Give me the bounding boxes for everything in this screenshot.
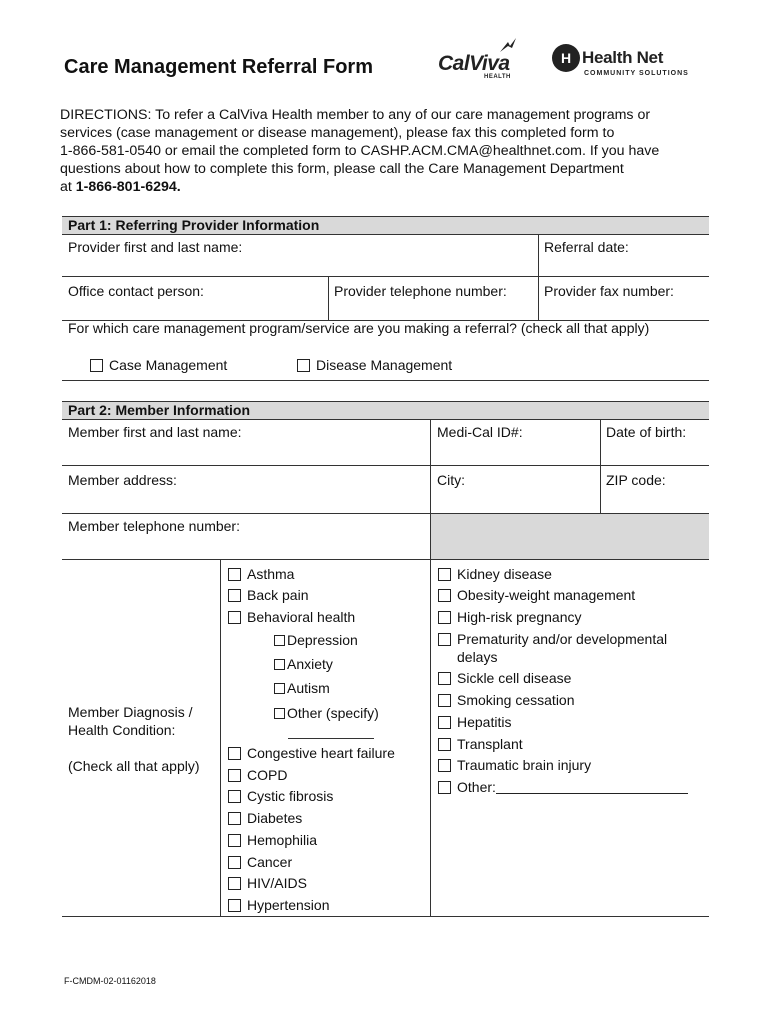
- calviva-logo-name: CalViva: [438, 52, 510, 75]
- condition-label: Smoking cessation: [457, 692, 575, 708]
- divider: [62, 916, 709, 917]
- directions-line: 1-866-581-0540 or email the completed form to CASHP.ACM.CMA@healthnet.com. If you have: [60, 143, 660, 159]
- directions-line: DIRECTIONS: To refer a CalViva Health member to any of our care management programs or: [60, 107, 651, 123]
- part2-heading: Part 2: Member Information: [62, 401, 709, 419]
- checkbox[interactable]: [90, 359, 103, 372]
- divider: [62, 401, 709, 402]
- condition-label: Prematurity and/or developmental: [457, 631, 668, 647]
- condition-obesity[interactable]: [438, 587, 635, 603]
- condition-label: COPD: [247, 767, 288, 783]
- healthnet-logo-name: Health Net: [582, 48, 664, 67]
- condition-autism[interactable]: [274, 680, 330, 696]
- other-blank[interactable]: [496, 793, 688, 794]
- divider: [62, 276, 709, 277]
- checkbox[interactable]: [228, 589, 241, 602]
- condition-diabetes[interactable]: [228, 810, 302, 826]
- condition-behavioral-health[interactable]: [228, 609, 355, 625]
- divider: [62, 234, 709, 235]
- calviva-logo: [432, 46, 524, 80]
- provider-phone-label: Provider telephone number:: [334, 283, 507, 299]
- checkbox[interactable]: [438, 589, 451, 602]
- divider: [62, 419, 709, 420]
- checkbox[interactable]: [274, 635, 285, 646]
- condition-label: Autism: [287, 680, 330, 696]
- divider: [62, 559, 709, 560]
- checkbox[interactable]: [297, 359, 310, 372]
- checkbox[interactable]: [228, 834, 241, 847]
- checkbox[interactable]: [438, 781, 451, 794]
- condition-back-pain[interactable]: [228, 587, 308, 603]
- directions-text: [60, 106, 710, 196]
- checkbox[interactable]: [438, 633, 451, 646]
- condition-prematurity-cont: delays: [457, 649, 498, 665]
- divider: [62, 465, 709, 466]
- directions-prefix: at: [60, 179, 76, 195]
- diagnosis-hint: (Check all that apply): [68, 758, 200, 774]
- dob-label: Date of birth:: [606, 424, 687, 440]
- condition-sickle-cell[interactable]: [438, 670, 571, 686]
- referral-date-label: Referral date:: [544, 239, 629, 255]
- condition-label: Back pain: [247, 587, 309, 603]
- city-label: City:: [437, 472, 465, 488]
- checkbox[interactable]: [228, 769, 241, 782]
- specify-blank[interactable]: [288, 738, 374, 739]
- condition-asthma[interactable]: [228, 566, 294, 582]
- condition-label: Diabetes: [247, 810, 303, 826]
- condition-label: Depression: [287, 632, 358, 648]
- condition-label: Traumatic brain injury: [457, 757, 592, 773]
- checkbox[interactable]: [274, 683, 285, 694]
- divider: [430, 419, 431, 513]
- condition-label: Other:: [457, 779, 496, 795]
- option-label: Case Management: [109, 357, 228, 373]
- divider: [430, 513, 431, 559]
- condition-copd[interactable]: [228, 767, 287, 783]
- directions-line: [60, 178, 710, 196]
- shaded-cell: [430, 514, 709, 559]
- checkbox[interactable]: [228, 790, 241, 803]
- condition-label: High-risk pregnancy: [457, 609, 582, 625]
- checkbox[interactable]: [228, 747, 241, 760]
- checkbox[interactable]: [228, 899, 241, 912]
- checkbox[interactable]: [228, 611, 241, 624]
- condition-label: Hypertension: [247, 897, 330, 913]
- condition-tbi[interactable]: [438, 757, 591, 773]
- condition-label: Kidney disease: [457, 566, 552, 582]
- checkbox[interactable]: [228, 856, 241, 869]
- condition-label: Other (specify): [287, 705, 379, 721]
- diagnosis-label: Health Condition:: [68, 722, 176, 738]
- program-question: For which care management program/service are you making a referral? (check all that apply): [68, 320, 650, 336]
- checkbox[interactable]: [228, 568, 241, 581]
- diagnosis-label: Member Diagnosis /: [68, 704, 193, 720]
- checkbox[interactable]: [228, 877, 241, 890]
- option-disease-management[interactable]: [297, 357, 452, 373]
- page-title: Care Management Referral Form: [64, 56, 373, 78]
- condition-anxiety[interactable]: [274, 656, 333, 672]
- directions-phone: 1-866-801-6294.: [75, 179, 181, 195]
- condition-cancer[interactable]: [228, 854, 292, 870]
- divider: [538, 234, 539, 320]
- condition-label: Hemophilia: [247, 832, 318, 848]
- checkbox[interactable]: [438, 738, 451, 751]
- directions-line: services (case management or disease management), please fax this completed form to: [60, 125, 615, 141]
- provider-name-label: Provider first and last name:: [68, 239, 243, 255]
- checkbox[interactable]: [274, 708, 285, 719]
- divider: [62, 216, 709, 217]
- option-label: Disease Management: [316, 357, 453, 373]
- condition-label: Cancer: [247, 854, 293, 870]
- checkbox[interactable]: [274, 659, 285, 670]
- condition-label: Sickle cell disease: [457, 670, 572, 686]
- condition-label: Congestive heart failure: [247, 745, 395, 761]
- divider: [62, 380, 709, 381]
- condition-hepatitis[interactable]: [438, 714, 511, 730]
- checkbox[interactable]: [438, 759, 451, 772]
- member-name-label: Member first and last name:: [68, 424, 242, 440]
- condition-label: Hepatitis: [457, 714, 512, 730]
- condition-label: Behavioral health: [247, 609, 356, 625]
- condition-hemophilia[interactable]: [228, 832, 317, 848]
- condition-transplant[interactable]: [438, 736, 523, 752]
- member-phone-label: Member telephone number:: [68, 518, 240, 534]
- condition-high-risk-pregnancy[interactable]: [438, 609, 582, 625]
- checkbox[interactable]: [438, 568, 451, 581]
- zip-label: ZIP code:: [606, 472, 666, 488]
- directions-line: questions about how to complete this form, please call the Care Management Department: [60, 161, 624, 177]
- condition-label: Cystic fibrosis: [247, 788, 334, 804]
- condition-hypertension[interactable]: [228, 897, 330, 913]
- condition-hiv-aids[interactable]: [228, 875, 307, 891]
- medical-id-label: Medi-Cal ID#:: [437, 424, 523, 440]
- checkbox[interactable]: [438, 694, 451, 707]
- office-contact-label: Office contact person:: [68, 283, 204, 299]
- condition-depression[interactable]: [274, 632, 358, 648]
- healthnet-logo: [552, 44, 702, 84]
- divider: [220, 559, 221, 916]
- condition-label: Obesity-weight management: [457, 587, 636, 603]
- divider: [328, 276, 329, 320]
- condition-other[interactable]: [438, 779, 688, 795]
- checkbox[interactable]: [438, 672, 451, 685]
- condition-prematurity[interactable]: [438, 631, 667, 647]
- condition-chf[interactable]: [228, 745, 395, 761]
- condition-kidney-disease[interactable]: [438, 566, 552, 582]
- divider: [600, 419, 601, 513]
- checkbox[interactable]: [438, 716, 451, 729]
- condition-label: Anxiety: [287, 656, 333, 672]
- condition-smoking-cessation[interactable]: [438, 692, 575, 708]
- checkbox[interactable]: [438, 611, 451, 624]
- condition-cystic-fibrosis[interactable]: [228, 788, 333, 804]
- part1-heading: Part 1: Referring Provider Information: [62, 216, 709, 234]
- healthnet-badge-icon: H: [552, 44, 580, 72]
- address-label: Member address:: [68, 472, 177, 488]
- condition-label: Asthma: [247, 566, 295, 582]
- checkbox[interactable]: [228, 812, 241, 825]
- calviva-logo-sub: HEALTH: [484, 74, 511, 80]
- divider: [430, 559, 431, 916]
- condition-label: Transplant: [457, 736, 523, 752]
- option-case-management[interactable]: [90, 357, 227, 373]
- provider-fax-label: Provider fax number:: [544, 283, 674, 299]
- healthnet-logo-sub: COMMUNITY SOLUTIONS: [584, 70, 689, 77]
- form-code: F-CMDM-02-01162018: [64, 976, 156, 986]
- condition-label: HIV/AIDS: [247, 875, 307, 891]
- condition-other-specify[interactable]: [274, 705, 379, 721]
